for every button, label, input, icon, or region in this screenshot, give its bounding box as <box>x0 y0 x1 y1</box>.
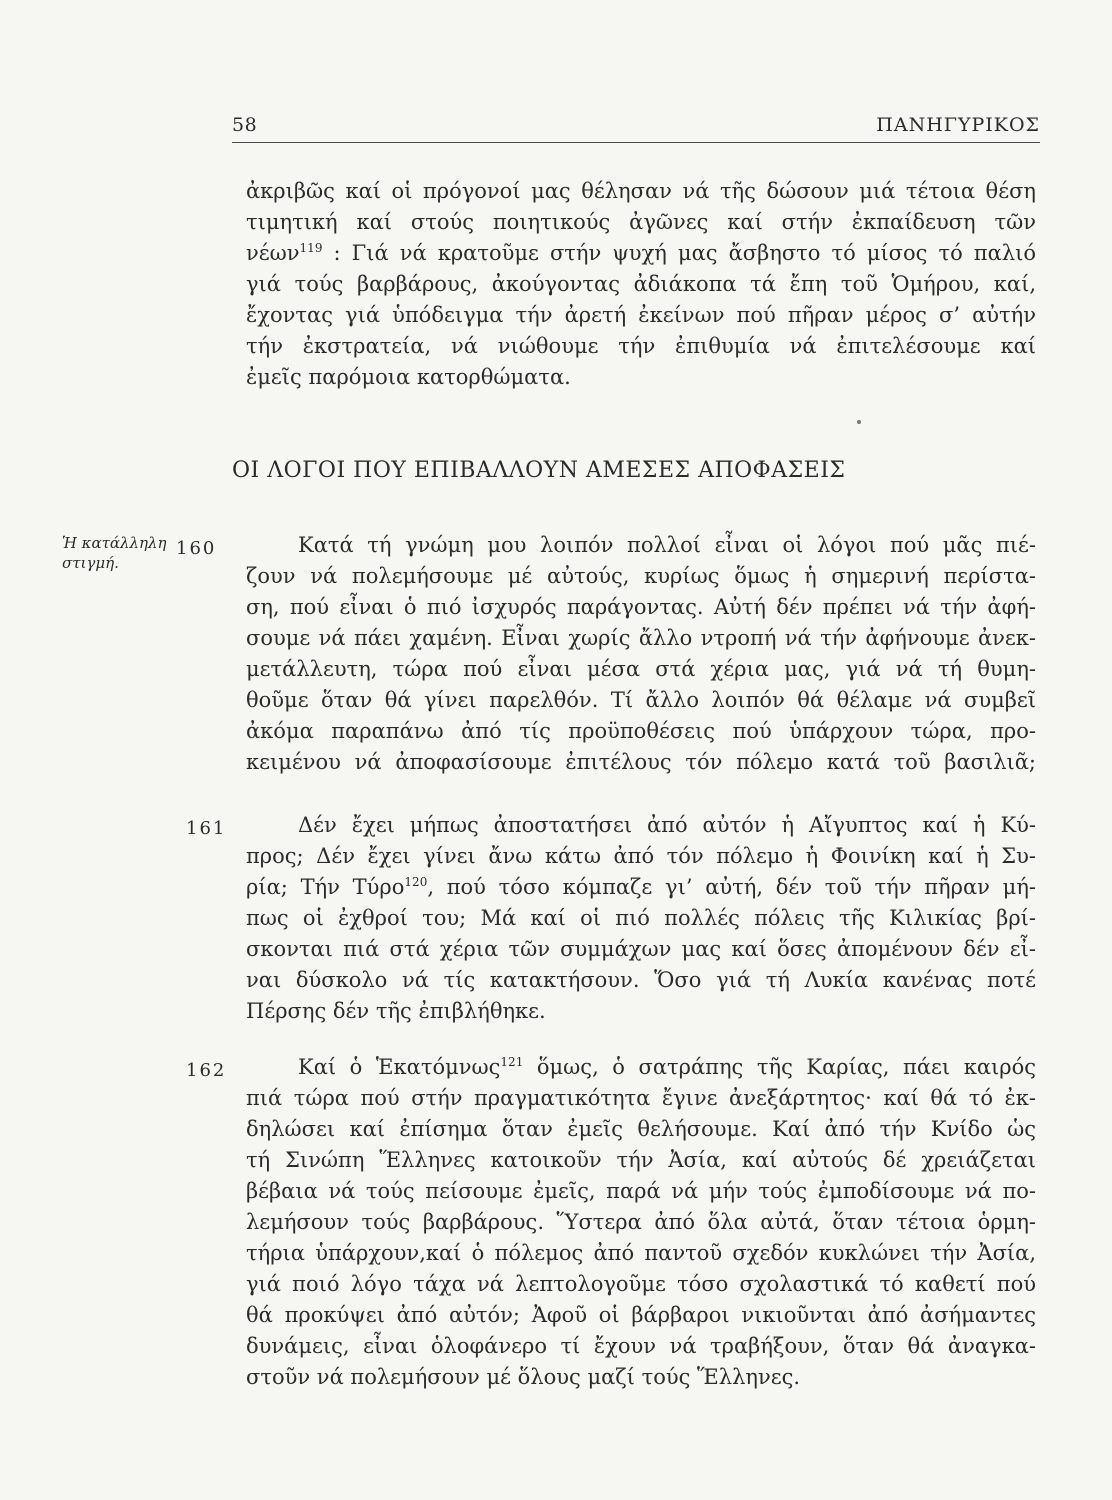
intro-paragraph <box>246 176 1036 393</box>
text-segment: , πού τόσο κόμπαζε γι’ αὐτή, δέν τοῦ τήν πῆραν μή- <box>427 875 1036 899</box>
text-segment: νέων <box>246 241 300 265</box>
footnote-marker: 121 <box>500 1055 524 1069</box>
text-line: δηλώσει καί ἐπίσημα ὅταν ἐμεῖς θελήσουμε. Καί ἀπό τήν Κνίδο ὡς <box>246 1117 1036 1141</box>
margin-note-line: Ἡ κατάλληλη <box>62 534 167 552</box>
text-line: προς; Δέν ἔχει γίνει ἄνω κάτω ἀπό τόν πόλεμο ἡ Φοινίκη καί ἡ Συ- <box>246 844 1036 868</box>
text-line: ἔχοντας γιά ὑπόδειγμα τήν ἀρετή ἐκείνων πού πῆραν μέρος σ’ αὐτήν <box>246 303 1036 327</box>
section-number: 162 <box>186 1060 227 1081</box>
text-line: στοῦν νά πολεμήσουν μέ ὅλους μαζί τούς Ἕλληνες. <box>246 1365 801 1389</box>
section-162 <box>246 1052 1036 1393</box>
margin-note <box>62 533 174 573</box>
text-line: ἀκόμα παραπάνω ἀπό τίς προϋποθέσεις πού ὑπάρχουν τώρα, προ- <box>246 719 1036 743</box>
book-title: ΠΑΝΗΓΥΡΙΚΟΣ <box>876 114 1040 136</box>
text-segment: Καί ὁ Ἑκατόμνως <box>298 1055 501 1079</box>
text-line: Δέν ἔχει μήπως ἀποστατήσει ἀπό αὐτόν ἡ Αἴγυπτος καί ἡ Κύ- <box>298 813 1036 837</box>
text-line: ση, πού εἶναι ὁ πιό ἰσχυρός παράγοντας. Αὐτή δέν πρέπει νά τήν ἀφή- <box>246 595 1036 619</box>
text-line <box>246 1052 1036 1083</box>
text-line: λεμήσουν τούς βαρβάρους. Ὕστερα ἀπό ὅλα αὐτά, ὅταν τέτοια ὁρμη- <box>246 1210 1036 1234</box>
text-segment: : Γιά νά κρατοῦμε στήν ψυχή μας ἄσβηστο τό μίσος τό παλιό <box>333 241 1036 265</box>
footnote-marker: 119 <box>299 241 323 255</box>
text-line: τήν ἐκστρατεία, νά νιώθουμε τήν ἐπιθυμία νά ἐπιτελέσουμε καί <box>246 334 1036 358</box>
text-line: μετάλλευτη, τώρα πού εἶναι μέσα στά χέρια μας, γιά νά τή θυμη- <box>246 657 1036 681</box>
footnote-marker: 120 <box>404 875 428 889</box>
text-line: βέβαια νά τούς πείσουμε ἐμεῖς, παρά νά μήν τούς ἐμποδίσουμε νά πο- <box>246 1179 1036 1203</box>
print-mark <box>857 420 861 424</box>
text-line: ναι δύσκολο νά τίς κατακτήσουν. Ὅσο γιά τή Λυκία κανένας ποτέ <box>246 968 1036 992</box>
text-segment: ρία; Τήν Τύρο <box>246 875 405 899</box>
text-line <box>246 872 1036 903</box>
text-line: γιά τούς βαρβάρους, ἀκούγοντας ἀδιάκοπα τά ἔπη τοῦ Ὁμήρου, καί, <box>246 272 1036 296</box>
text-line: ἀκριβῶς καί οἱ πρόγονοί μας θέλησαν νά τῆς δώσουν μιά τέτοια θέση <box>246 179 1036 203</box>
text-line: σκονται πιά στά χέρια τῶν συμμάχων μας καί ὅσες ἀπομένουν δέν εἶ- <box>246 937 1036 961</box>
text-line: ἐμεῖς παρόμοια κατορθώματα. <box>246 365 571 389</box>
text-line: ζουν νά πολεμήσουμε μέ αὐτούς, κυρίως ὅμως ἡ σημερινή περίστα- <box>246 564 1036 588</box>
text-line: πιά τώρα πού στήν πραγματικότητα ἔγινε ἀνεξάρτητος· καί θά τό ἐκ- <box>246 1086 1036 1110</box>
text-line: τήρια ὑπάρχουν,καί ὁ πόλεμος ἀπό παντοῦ σχεδόν κυκλώνει τήν Ἀσία, <box>246 1241 1036 1265</box>
text-line <box>246 238 1036 269</box>
text-line: σουμε νά πάει χαμένη. Εἶναι χωρίς ἄλλο ντροπή νά τήν ἀφήνουμε ἀνεκ- <box>246 626 1036 650</box>
running-header <box>232 108 1040 143</box>
page-number: 58 <box>232 114 258 136</box>
text-line: Κατά τή γνώμη μου λοιπόν πολλοί εἶναι οἱ λόγοι πού μᾶς πιέ- <box>298 533 1036 557</box>
section-161 <box>246 810 1036 1027</box>
text-line: τιμητική καί στούς ποιητικούς ἀγῶνες καί στήν ἐκπαίδευση τῶν <box>246 210 1036 234</box>
text-line: θοῦμε ὅταν θά γίνει παρελθόν. Τί ἄλλο λοιπόν θά θέλαμε νά συμβεῖ <box>246 688 1036 712</box>
text-segment: ὅμως, ὁ σατράπης τῆς Καρίας, πάει καιρός <box>523 1055 1036 1079</box>
text-line: Πέρσης δέν τῆς ἐπιβλήθηκε. <box>246 999 546 1023</box>
section-heading: ΟΙ ΛΟΓΟΙ ΠΟΥ ΕΠΙΒΑΛΛΟΥΝ ΑΜΕΣΕΣ ΑΠΟΦΑΣΕΙΣ <box>232 458 846 483</box>
text-line: δυνάμεις, εἶναι ὁλοφάνερο τί ἔχουν νά τραβήξουν, ὅταν θά ἀναγκα- <box>246 1334 1036 1358</box>
section-number: 161 <box>186 818 227 839</box>
section-160 <box>246 530 1036 778</box>
section-number: 160 <box>176 538 217 559</box>
margin-note-line: στιγμή. <box>62 554 119 572</box>
text-line: πως οἱ ἐχθροί του; Μά καί οἱ πιό πολλές πόλεις τῆς Κιλικίας βρί- <box>246 906 1036 930</box>
text-line: κειμένου νά ἀποφασίσουμε ἐπιτέλους τόν πόλεμο κατά τοῦ βασιλιᾶ; <box>246 750 1036 774</box>
text-line: θά προκύψει ἀπό αὐτόν; Ἀφοῦ οἱ βάρβαροι νικιοῦνται ἀπό ἀσήμαντες <box>246 1303 1036 1327</box>
text-line: τή Σινώπη Ἕλληνες κατοικοῦν τήν Ἀσία, καί αὐτούς δέ χρειάζεται <box>246 1148 1036 1172</box>
text-line: γιά ποιό λόγο τάχα νά λεπτολογοῦμε τόσο σχολαστικά τό καθετί πού <box>246 1272 1036 1296</box>
